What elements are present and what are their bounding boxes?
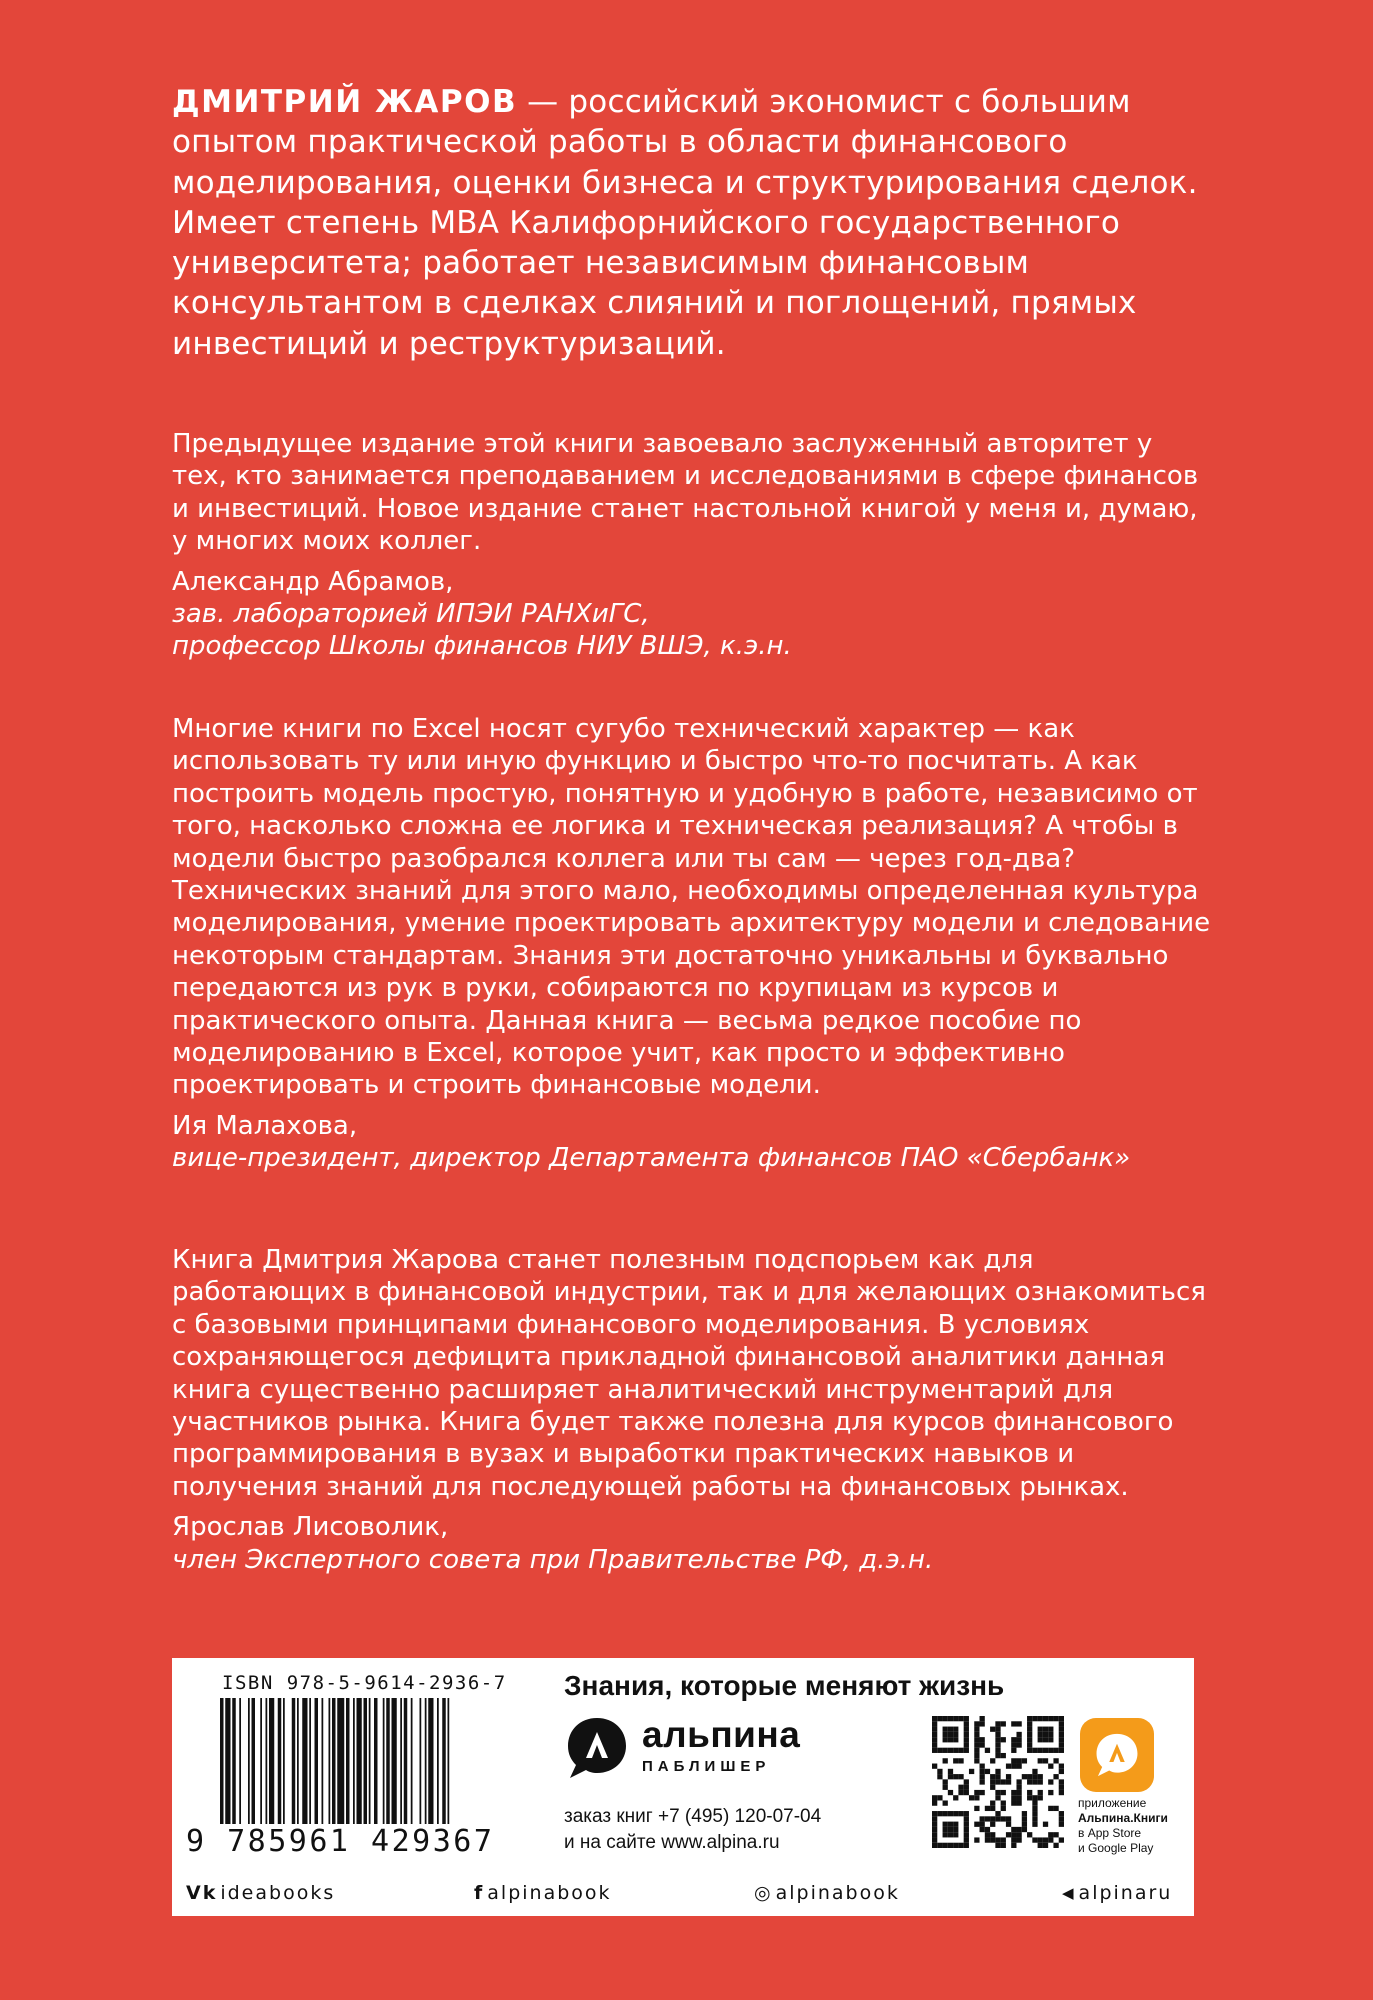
review-author: Александр Абрамов,	[172, 566, 454, 597]
instagram-icon: ◎	[754, 1882, 773, 1904]
social-facebook	[474, 1882, 612, 1904]
author-bio-text: — российский экономист с большим опытом практической работы в области финансового моделирования, оценки бизнеса и структурирования сделок. Имеет степень MBA Калифорнийского государственного университета; работает независимым финансовым консультантом в сделках слияний и поглощений, прямых инвестиций и реструктуризаций.	[172, 84, 1198, 362]
order-phone: заказ книг +7 (495) 120-07-04	[564, 1806, 822, 1827]
app-icon	[1080, 1718, 1154, 1792]
social-handle: alpinabook	[775, 1882, 900, 1904]
review-author-role: член Экспертного совета при Правительстве РФ, д.э.н.	[172, 1544, 934, 1575]
facebook-icon: f	[474, 1882, 485, 1904]
review-quote	[172, 713, 1212, 1175]
social-handle: ideabooks	[220, 1882, 336, 1904]
isbn-label: ISBN 978-5-9614-2936-7	[222, 1672, 507, 1694]
publisher-subtitle: ПАБЛИШЕР	[642, 1758, 771, 1775]
review-author: Ярослав Лисоволик,	[172, 1512, 449, 1543]
review-author-role: профессор Школы финансов НИУ ВШЭ, к.э.н.	[172, 631, 792, 662]
social-handle: alpinabook	[487, 1882, 612, 1904]
social-telegram	[1062, 1882, 1172, 1904]
ean-number: 9 785961 429367	[186, 1824, 495, 1859]
social-vk	[186, 1882, 335, 1904]
social-instagram	[754, 1882, 900, 1904]
review-text: Предыдущее издание этой книги завоевало заслуженный авторитет у тех, кто занимается преподаванием и исследованиями в сфере финансов и инвестиций. Новое издание станет настольной книгой у меня и, думаю, у многих моих коллег.	[172, 429, 1199, 557]
review-text: Книга Дмитрия Жарова станет полезным подспорьем как для работающих в финансовой индустрии, так и для желающих ознакомиться с базовыми принципами финансового моделирования. В условиях сохраняющегося дефицита прикладной финансовой аналитики данная книга существенно расширяет аналитический инструментарий для участников рынка. Книга будет также полезна для курсов финансового программирования в вузах и выработки практических навыков и получения знаний для последующей работы на финансовых рынках.	[172, 1245, 1206, 1502]
back-cover-footer	[172, 1658, 1194, 1916]
app-caption-line: в App Store	[1078, 1826, 1142, 1840]
app-name: Альпина.Книги	[1078, 1811, 1168, 1825]
review-author-role: вице-президент, директор Департамента финансов ПАО «Сбербанк»	[172, 1143, 1131, 1174]
barcode	[220, 1698, 490, 1824]
social-handle: alpinaru	[1078, 1882, 1173, 1904]
alpina-logo-icon	[564, 1714, 630, 1782]
author-name: ДМИТРИЙ ЖАРОВ	[172, 84, 518, 120]
app-caption-line: приложение	[1078, 1796, 1147, 1810]
review-quote	[172, 1244, 1212, 1576]
app-caption-line: и Google Play	[1078, 1841, 1154, 1855]
vk-icon: Vk	[186, 1882, 218, 1904]
qr-code	[932, 1716, 1064, 1848]
author-bio	[172, 82, 1212, 364]
alpina-books-app-icon	[1093, 1731, 1141, 1779]
review-text: Многие книги по Excel носят сугубо технический характер — как использовать ту или иную функцию и быстро что-то посчитать. А как построить модель простую, понятную и удобную в работе, независимо от того, насколько сложна ее логика и техническая реализация? А чтобы в модели быстро разобрался коллега или ты сам — через год-два? Технических знаний для этого мало, необходимы определенная культура моделирования, умение проектировать архитектуру модели и следование некоторым стандартам. Знания эти достаточно уникальны и буквально передаются из рук в руки, собираются по крупицам из курсов и практического опыта. Данная книга — весьма редкое пособие по моделированию в Excel, которое учит, как просто и эффективно проектировать и строить финансовые модели.	[172, 714, 1211, 1101]
app-caption	[1078, 1796, 1168, 1856]
publisher-slogan: Знания, которые меняют жизнь	[564, 1670, 1005, 1701]
review-author: Ия Малахова,	[172, 1110, 358, 1141]
telegram-icon: ◀	[1062, 1884, 1076, 1902]
order-info	[564, 1804, 821, 1856]
order-website: и на сайте www.alpina.ru	[564, 1832, 780, 1853]
publisher-name: альпина	[642, 1714, 801, 1755]
review-quote	[172, 428, 1212, 663]
review-author-role: зав. лабораторией ИПЭИ РАНХиГС,	[172, 599, 650, 630]
